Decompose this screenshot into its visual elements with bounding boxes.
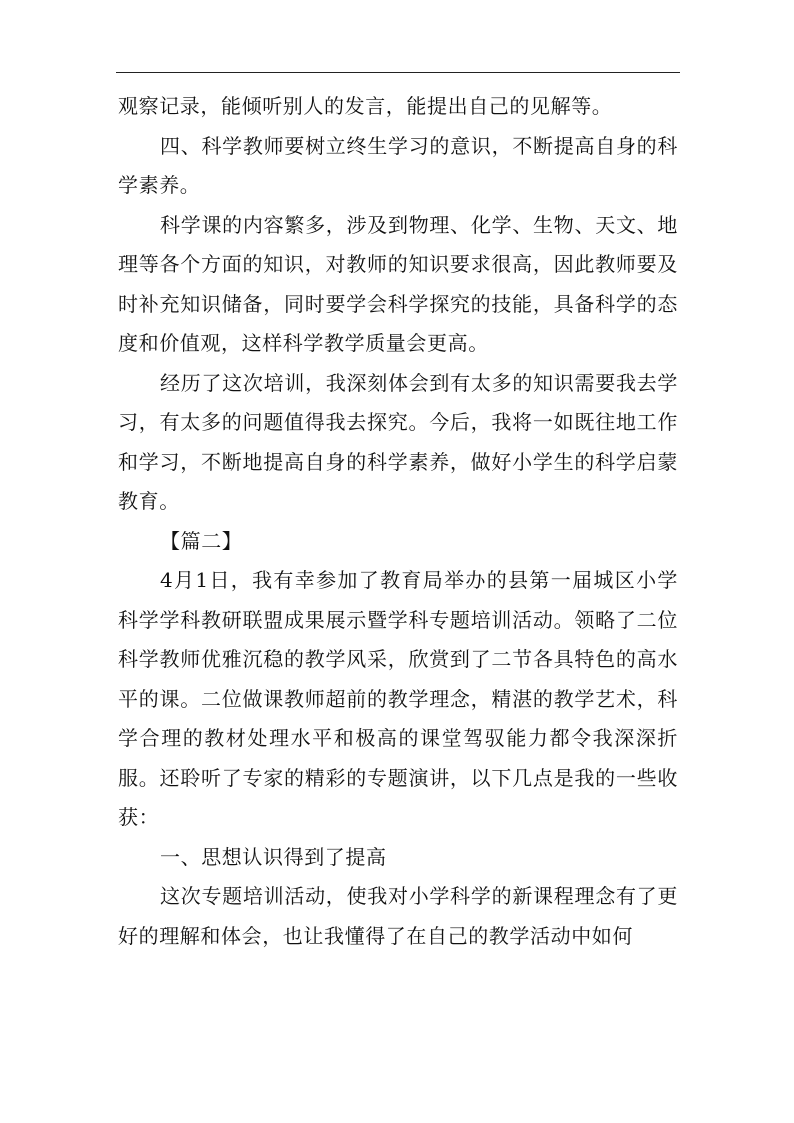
paragraph-continuation: 观察记录，能倾听别人的发言，能提出自己的见解等。 bbox=[118, 94, 613, 118]
paragraph-training-reflection: 经历了这次培训，我深刻体会到有太多的知识需要我去学习，有太多的问题值得我去探究。今后，我将一如既往地工作和学习，不断地提高自身的科学素养，做好小学生的科学启蒙教育。 bbox=[118, 370, 678, 513]
header-rule bbox=[116, 72, 680, 73]
paragraph-section-four: 四、科学教师要树立终生学习的意识，不断提高自身的科学素养。 bbox=[118, 133, 678, 197]
section-heading-part-two: 【篇二】 bbox=[160, 528, 243, 553]
subheading-thinking-improved: 一、思想认识得到了提高 bbox=[160, 844, 387, 869]
document-body bbox=[118, 87, 678, 956]
paragraph-training-benefit: 这次专题培训活动，使我对小学科学的新课程理念有了更好的理解和体会，也让我懂得了在自己的教学活动中如何 bbox=[118, 884, 678, 948]
paragraph-event-summary: 4月1日，我有幸参加了教育局举办的县第一届城区小学科学学科教研联盟成果展示暨学科专题培训活动。领略了二位科学教师优雅沉稳的教学风采，欣赏到了二节各具特色的高水平的课。二位做课教师超前的教学理念，精湛的教学艺术，科学合理的教材处理水平和极高的课堂驾驭能力都令我深深折服。还聆听了专家的精彩的专题演讲，以下几点是我的一些收获： bbox=[118, 568, 678, 829]
paragraph-science-content: 科学课的内容繁多，涉及到物理、化学、生物、天文、地理等各个方面的知识，对教师的知识要求很高，因此教师要及时补充知识储备，同时要学会科学探究的技能，具备科学的态度和价值观，这样科学教学质量会更高。 bbox=[118, 212, 678, 355]
